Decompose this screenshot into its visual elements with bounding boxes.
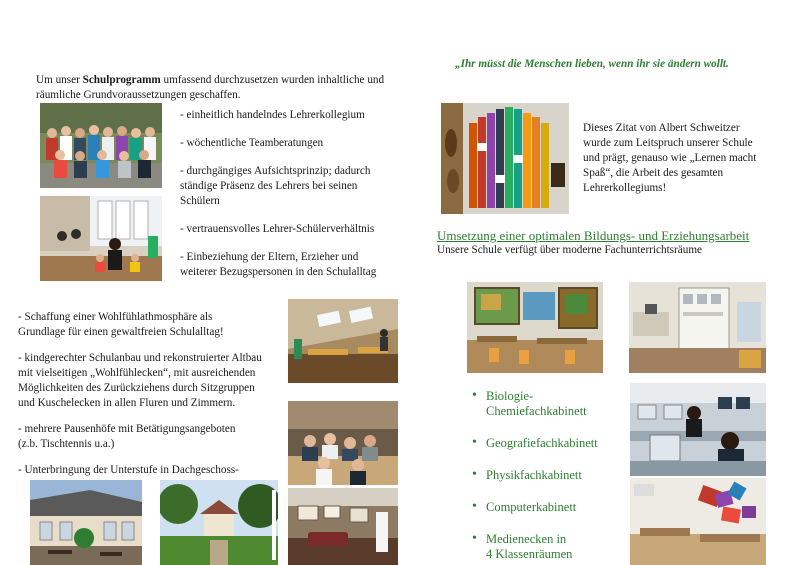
photo-garden bbox=[160, 480, 278, 565]
list-item: - wöchentliche Teamberatungen bbox=[180, 137, 324, 149]
list-item: • Medienecken in 4 Klassenräumen bbox=[472, 532, 622, 562]
list-item: - mehrere Pausenhöfe mit Betätigungsangeboten (z.b. Tischtennis u.a.) bbox=[18, 423, 236, 450]
photo-paper-tubes bbox=[441, 103, 569, 214]
photo-hallway bbox=[288, 488, 398, 565]
photo-biology-room bbox=[629, 282, 766, 373]
intro-suffix: umfassend durchzusetzen wurden inhaltliche und räumliche Grundvoraussetzungen geschaffen. bbox=[36, 74, 385, 101]
list-item: - durchgängiges Aufsichtsprinzip; dadurch ständige Präsenz des Lehrers bei seinen Schülern bbox=[180, 165, 371, 207]
quote-text: „Ihr müsst die Menschen lieben, wenn ihr sie ändern wollt. bbox=[455, 58, 729, 70]
list-item: - Schaffung einer Wohlfühlathmosphäre als Grundlage für einen gewaltfreien Schulalltag! bbox=[18, 311, 224, 338]
teacher-points-list bbox=[180, 108, 410, 280]
list-item: - kindgerechter Schulanbau und rekonstruierter Altbau mit vielseitigen „Wohlfühlecken“, mit ausreichenden Möglichkeiten des Zurückziehens durch Sitzgruppen und Kuschelecken in allen Fluren und Zimmern. bbox=[18, 352, 262, 409]
list-item: - Unterbringung der Unterstufe in Dachgeschoss- bbox=[18, 464, 239, 476]
photo-pupils-table bbox=[288, 401, 398, 485]
quote-explanation: Dieses Zitat von Albert Schweitzer wurde zum Leitspruch unserer Schule und prägt, genauso wie „Lernen macht Spaß“, die Arbeit des gesamten Lehrerkollegiums! bbox=[583, 122, 757, 194]
photo-staff-group bbox=[40, 103, 162, 188]
intro-bold: Schulprogramm bbox=[82, 74, 161, 86]
list-item: - vertrauensvolles Lehrer-Schülerverhältnis bbox=[180, 223, 375, 235]
list-item: • Biologie- Chemiefachkabinett bbox=[472, 389, 622, 419]
section-subheading: Unsere Schule verfügt über moderne Fachunterrichtsräume bbox=[437, 244, 702, 256]
photo-geography-room bbox=[467, 282, 603, 373]
photo-media-corner bbox=[630, 478, 766, 565]
list-item: - Einbeziehung der Eltern, Erzieher und weiterer Bezugspersonen in den Schulalltag bbox=[180, 251, 377, 278]
photo-courtyard bbox=[30, 480, 142, 565]
intro-prefix: Um unser bbox=[36, 74, 83, 86]
photo-classroom bbox=[40, 196, 162, 281]
rooms-list bbox=[472, 389, 622, 562]
photo-attic-room bbox=[288, 299, 398, 383]
section-heading: Umsetzung einer optimalen Bildungs- und Erziehungsarbeit bbox=[437, 228, 750, 243]
list-item: • Computerkabinett bbox=[472, 500, 622, 515]
list-item: • Geografiefachkabinett bbox=[472, 436, 622, 451]
list-item: - einheitlich handelndes Lehrerkollegium bbox=[180, 109, 365, 121]
photo-computer-room bbox=[630, 383, 766, 476]
school-points-list bbox=[18, 310, 290, 478]
intro-paragraph bbox=[36, 58, 406, 103]
list-item: • Physikfachkabinett bbox=[472, 468, 622, 483]
